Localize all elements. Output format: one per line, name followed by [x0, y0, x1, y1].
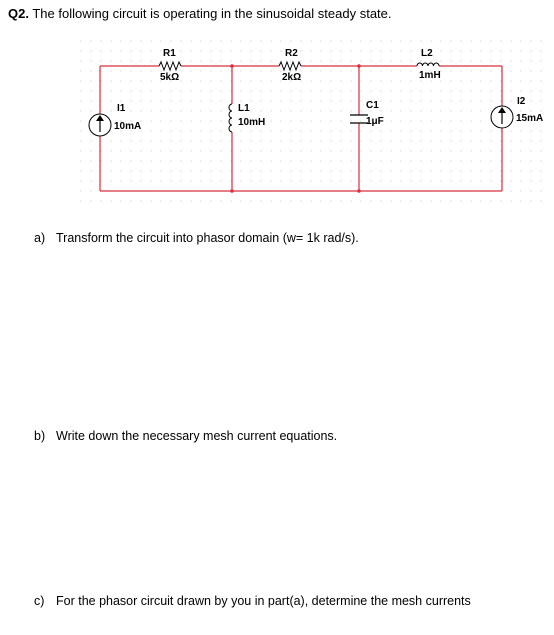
question-text: The following circuit is operating in the sinusoidal steady state.	[32, 6, 392, 21]
part-c-label: c)	[34, 594, 45, 608]
part-a-label: a)	[34, 231, 46, 245]
part-a-text: Transform the circuit into phasor domain (w= 1k rad/s).	[56, 231, 359, 245]
r1-name: R1	[163, 48, 176, 59]
c1-value: 1μF	[366, 116, 384, 127]
r1-value: 5kΩ	[160, 72, 180, 83]
part-c-text: For the phasor circuit drawn by you in part(a), determine the mesh currents	[56, 594, 471, 608]
l2-value: 1mH	[419, 70, 441, 81]
part-c	[34, 594, 471, 608]
circuit-diagram	[0, 0, 554, 230]
r2-name: R2	[285, 48, 298, 59]
grid-background	[72, 40, 544, 205]
l1-value: 10mH	[238, 117, 266, 128]
l2-name: L2	[421, 48, 433, 59]
part-b-label: b)	[34, 429, 46, 443]
part-b-text: Write down the necessary mesh current equations.	[56, 429, 338, 443]
r2-value: 2kΩ	[282, 72, 302, 83]
question-number: Q2.	[8, 6, 29, 21]
i2-name: I2	[517, 96, 526, 107]
c1-name: C1	[366, 100, 379, 111]
l1-name: L1	[238, 103, 250, 114]
i1-name: I1	[117, 103, 126, 114]
part-b	[34, 429, 337, 443]
i2-value: 15mA	[516, 113, 544, 124]
i1-value: 10mA	[114, 121, 142, 132]
part-a	[34, 231, 359, 245]
